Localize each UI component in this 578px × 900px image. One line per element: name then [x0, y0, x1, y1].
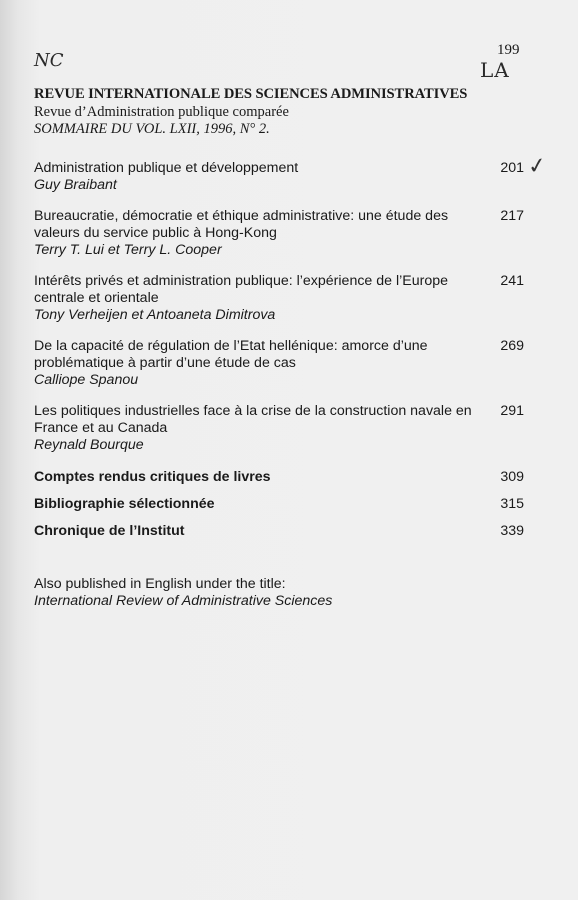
page-number: 199 [497, 42, 520, 58]
toc-entry [34, 273, 524, 324]
toc-entry-page: 217 [500, 208, 524, 224]
journal-subtitle: Revue d’Administration publique comparée [34, 104, 289, 120]
toc-section-page: 315 [500, 496, 524, 512]
toc-section-page: 309 [500, 469, 524, 485]
toc-entry-authors: Tony Verheijen et Antoaneta Dimitrova [34, 307, 276, 323]
journal-issue: SOMMAIRE DU VOL. LXII, 1996, N° 2. [34, 121, 270, 137]
journal-title: REVUE INTERNATIONALE DES SCIENCES ADMINISTRATIVES [34, 86, 468, 102]
toc-section [34, 495, 524, 513]
toc-entry-title: Administration publique et développement [34, 160, 299, 176]
handwritten-initials-top-right: LA [480, 58, 510, 82]
toc-entry-authors: Guy Braibant [34, 177, 117, 193]
handwritten-check-icon: ✓ [526, 152, 549, 181]
toc-section-page: 339 [500, 523, 524, 539]
toc-entry-title: De la capacité de régulation de l’Etat hellénique: amorce d’une problématique à partir d’une étude de cas [34, 338, 428, 371]
toc-section-title: Bibliographie sélectionnée [34, 496, 215, 512]
toc-entry [34, 208, 524, 259]
handwritten-initials-top-left: NC [34, 50, 64, 71]
english-edition-line: Also published in English under the title: [34, 576, 286, 592]
toc-entry-title: Bureaucratie, démocratie et éthique administrative: une étude des valeurs du service public à Hong-Kong [34, 208, 449, 241]
toc-entry-title: Intérêts privés et administration publique: l’expérience de l’Europe centrale et orientale [34, 273, 449, 306]
english-edition-title: International Review of Administrative Sciences [34, 593, 333, 609]
toc-section-title: Comptes rendus critiques de livres [34, 469, 271, 485]
toc-entry [34, 403, 524, 454]
toc-section [34, 522, 524, 540]
toc-entry-title: Les politiques industrielles face à la crise de la construction navale en France et au Canada [34, 403, 472, 436]
toc-entry-page: 269 [500, 338, 524, 354]
toc-section-title: Chronique de l’Institut [34, 523, 185, 539]
toc-entry-authors: Terry T. Lui et Terry L. Cooper [34, 242, 222, 258]
toc-entry-authors: Reynald Bourque [34, 437, 144, 453]
toc-entry-page: 291 [500, 403, 524, 419]
toc-entry-page: 201 [500, 160, 524, 176]
toc-entry-authors: Calliope Spanou [34, 372, 139, 388]
toc-section [34, 468, 524, 486]
table-of-contents [34, 152, 549, 549]
toc-entry [34, 152, 549, 194]
toc-entry [34, 338, 524, 389]
toc-entry-page: 241 [500, 273, 524, 289]
english-edition-note [34, 576, 332, 610]
